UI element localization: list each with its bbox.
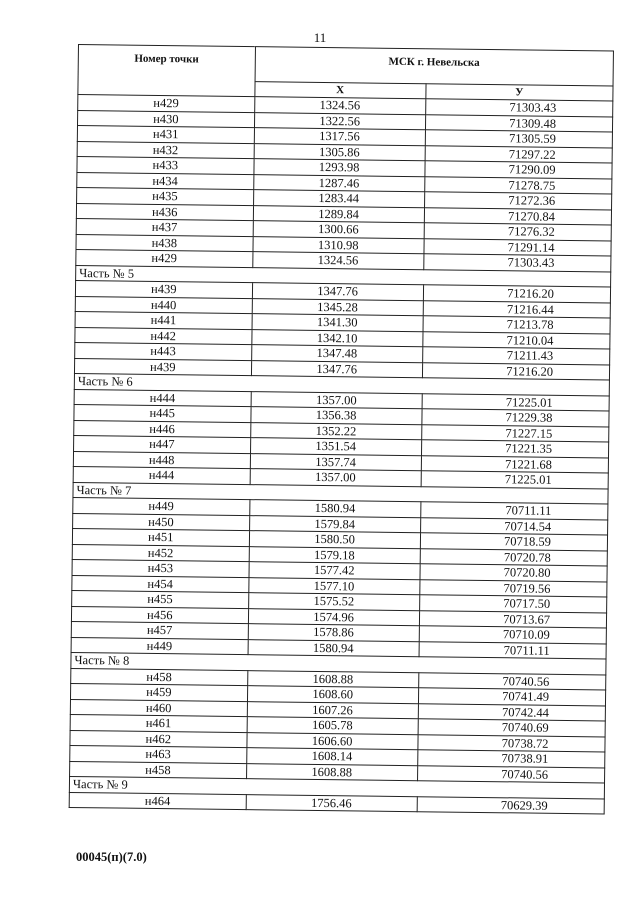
y-coordinate-cell: 71272.36 [424,192,611,210]
point-number-cell: н441 [75,311,252,329]
y-coordinate-cell: 71229.38 [422,409,609,427]
y-coordinate-cell: 71221.68 [421,455,608,473]
y-coordinate-cell: 70718.59 [420,533,607,551]
point-number-cell: н437 [76,218,253,236]
point-number-cell: н432 [77,141,254,159]
y-coordinate-cell: 71216.20 [422,362,609,380]
x-header: X [254,82,425,99]
y-coordinate-cell: 70738.72 [418,734,605,752]
x-coordinate-cell: 1289.84 [253,205,424,223]
point-number-cell: н458 [70,761,247,779]
point-number-cell: н434 [77,172,254,190]
point-number-cell: н454 [72,575,249,593]
x-coordinate-cell: 1287.46 [253,174,424,192]
x-coordinate-cell: 1357.74 [250,453,421,471]
point-number-cell: н459 [70,683,247,701]
y-coordinate-cell: 70714.54 [420,517,607,535]
coordinate-system-header: МСК г. Невельска [255,47,614,86]
x-coordinate-cell: 1579.18 [249,546,420,564]
point-number-cell: н435 [77,187,254,205]
x-coordinate-cell: 1357.00 [251,391,422,409]
point-number-cell: н462 [70,730,247,748]
x-coordinate-cell: 1322.56 [254,112,425,130]
y-coordinate-cell: 71225.01 [422,393,609,411]
y-coordinate-cell: 71303.43 [424,254,611,272]
x-coordinate-cell: 1310.98 [253,236,424,254]
y-header: У [426,84,613,101]
x-coordinate-cell: 1351.54 [250,438,421,456]
point-number-cell: н429 [78,95,255,113]
x-coordinate-cell: 1345.28 [252,298,423,316]
x-coordinate-cell: 1352.22 [250,422,421,440]
x-coordinate-cell: 1357.00 [250,469,421,487]
y-coordinate-cell: 71309.48 [425,114,612,132]
y-coordinate-cell: 71227.15 [421,424,608,442]
point-number-cell: н439 [74,358,251,376]
x-coordinate-cell: 1607.26 [247,701,418,719]
x-coordinate-cell: 1324.56 [252,252,423,270]
y-coordinate-cell: 70740.69 [418,719,605,737]
point-number-header: Номер точки [78,45,255,97]
point-number-cell: н430 [78,110,255,128]
point-number-cell: н431 [77,126,254,144]
x-coordinate-cell: 1608.14 [246,748,417,766]
point-number-cell: н446 [74,420,251,438]
y-coordinate-cell: 71221.35 [421,440,608,458]
point-number-cell: н449 [71,637,248,655]
y-coordinate-cell: 71303.43 [425,99,612,117]
x-coordinate-cell: 1317.56 [254,128,425,146]
x-coordinate-cell: 1574.96 [248,608,419,626]
point-number-cell: н455 [72,590,249,608]
y-coordinate-cell: 70711.11 [420,502,607,520]
y-coordinate-cell: 70740.56 [418,672,605,690]
x-coordinate-cell: 1347.76 [252,283,423,301]
x-coordinate-cell: 1356.38 [250,407,421,425]
x-coordinate-cell: 1608.88 [246,763,417,781]
point-number-cell: н436 [76,203,253,221]
point-number-cell: н457 [71,621,248,639]
point-number-cell: н440 [75,296,252,314]
x-coordinate-cell: 1305.86 [254,143,425,161]
point-number-cell: н461 [70,714,247,732]
point-number-cell: н445 [74,404,251,422]
point-number-cell: н458 [71,668,248,686]
section-label: Часть № 6 [74,373,609,395]
y-coordinate-cell: 71291.14 [424,238,611,256]
x-coordinate-cell: 1341.30 [252,314,423,332]
point-number-cell: н439 [75,280,252,298]
y-coordinate-cell: 71210.04 [423,331,610,349]
y-coordinate-cell: 70711.11 [419,641,606,659]
point-number-cell: н463 [70,745,247,763]
x-coordinate-cell: 1580.94 [249,500,420,518]
y-coordinate-cell: 71305.59 [425,130,612,148]
point-number-cell: н442 [75,327,252,345]
point-number-cell: н460 [70,699,247,717]
point-number-cell: н447 [74,435,251,453]
y-coordinate-cell: 71213.78 [423,316,610,334]
section-label: Часть № 9 [69,776,604,798]
point-number-cell: н451 [72,528,249,546]
y-coordinate-cell: 71290.09 [425,161,612,179]
x-coordinate-cell: 1605.78 [247,717,418,735]
y-coordinate-cell: 71278.75 [424,176,611,194]
point-number-cell: н449 [73,497,250,515]
section-label: Часть № 7 [73,482,608,504]
point-number-cell: н429 [76,249,253,267]
y-coordinate-cell: 70713.67 [419,610,606,628]
y-coordinate-cell: 71276.32 [424,223,611,241]
y-coordinate-cell: 70719.56 [420,579,607,597]
x-coordinate-cell: 1577.42 [249,562,420,580]
y-coordinate-cell: 71225.01 [421,471,608,489]
x-coordinate-cell: 1756.46 [246,794,417,812]
y-coordinate-cell: 70629.39 [417,796,604,814]
section-label: Часть № 8 [71,652,606,674]
point-number-cell: н456 [71,606,248,624]
y-coordinate-cell: 71211.43 [422,347,609,365]
point-number-cell: н450 [73,513,250,531]
y-coordinate-cell: 70717.50 [419,595,606,613]
y-coordinate-cell: 70740.56 [417,765,604,783]
table-body [69,95,613,814]
y-coordinate-cell: 70720.78 [420,548,607,566]
x-coordinate-cell: 1347.48 [251,345,422,363]
point-number-cell: н444 [74,389,251,407]
y-coordinate-cell: 70720.80 [420,564,607,582]
document-code: 00045(п)(7.0) [76,850,147,864]
coordinates-sheet [69,44,614,814]
x-coordinate-cell: 1300.66 [253,221,424,239]
y-coordinate-cell: 71216.20 [423,285,610,303]
point-number-cell: н453 [72,559,249,577]
point-number-cell: н438 [76,234,253,252]
x-coordinate-cell: 1608.88 [247,670,418,688]
y-coordinate-cell: 71297.22 [425,145,612,163]
point-number-cell: н448 [73,451,250,469]
y-coordinate-cell: 70741.49 [418,688,605,706]
point-number-cell: н452 [72,544,249,562]
point-number-cell: н464 [69,792,246,810]
point-number-cell: н444 [73,466,250,484]
x-coordinate-cell: 1342.10 [251,329,422,347]
x-coordinate-cell: 1577.10 [248,577,419,595]
page-number: 11 [313,30,327,45]
x-coordinate-cell: 1283.44 [253,190,424,208]
x-coordinate-cell: 1347.76 [251,360,422,378]
x-coordinate-cell: 1606.60 [246,732,417,750]
y-coordinate-cell: 70738.91 [417,750,604,768]
x-coordinate-cell: 1578.86 [248,624,419,642]
x-coordinate-cell: 1580.50 [249,531,420,549]
point-number-cell: н443 [75,342,252,360]
x-coordinate-cell: 1575.52 [248,593,419,611]
coordinates-table [69,44,614,814]
y-coordinate-cell: 70742.44 [418,703,605,721]
y-coordinate-cell: 71216.44 [423,300,610,318]
section-label: Часть № 5 [76,265,611,287]
x-coordinate-cell: 1293.98 [253,159,424,177]
x-coordinate-cell: 1324.56 [254,97,425,115]
x-coordinate-cell: 1579.84 [249,515,420,533]
x-coordinate-cell: 1608.60 [247,686,418,704]
x-coordinate-cell: 1580.94 [248,639,419,657]
y-coordinate-cell: 71270.84 [424,207,611,225]
y-coordinate-cell: 70710.09 [419,626,606,644]
point-number-cell: н433 [77,156,254,174]
